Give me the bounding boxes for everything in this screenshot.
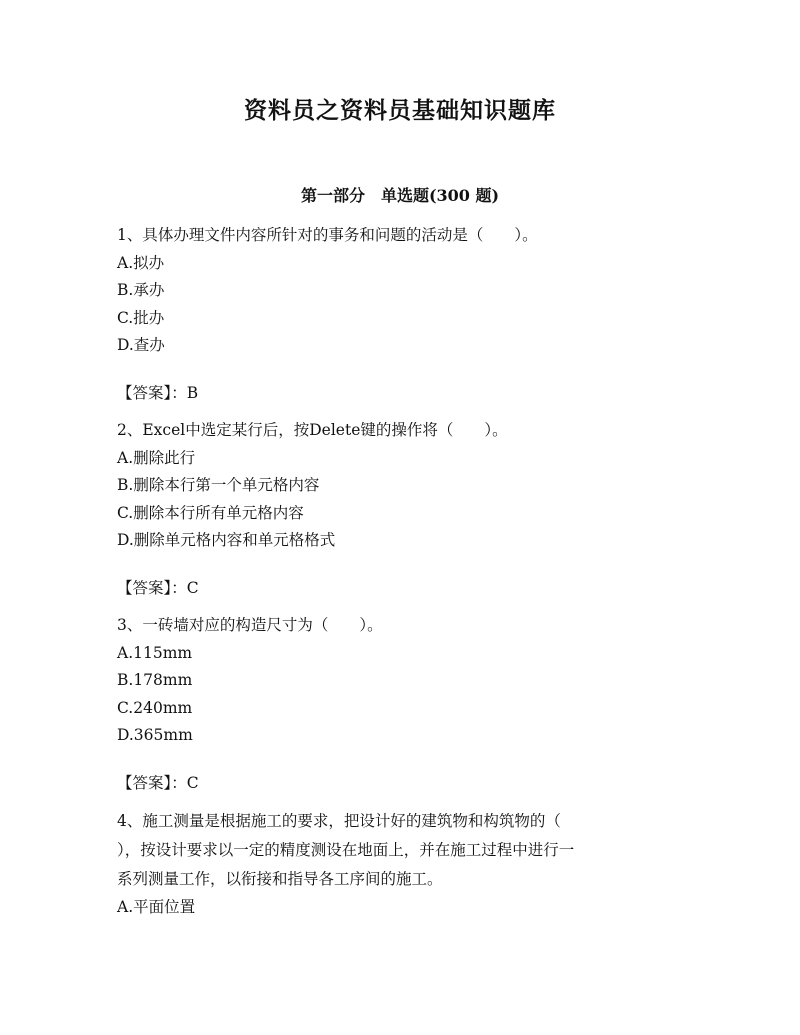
question-4 bbox=[117, 807, 677, 922]
option-d: D.删除单元格内容和单元格格式 bbox=[117, 531, 336, 549]
question-stem: 3、一砖墙对应的构造尺寸为（ ）。 bbox=[117, 616, 383, 634]
question-stem-line-3: 系列测量工作，以衔接和指导各工序间的施工。 bbox=[117, 870, 443, 888]
question-3 bbox=[117, 612, 677, 797]
question-stem-line-1: 4、施工测量是根据施工的要求，把设计好的建筑物和构筑物的（ bbox=[117, 812, 561, 830]
option-b: B.承办 bbox=[117, 281, 165, 299]
option-c: C.批办 bbox=[117, 308, 165, 327]
option-a: A.平面位置 bbox=[117, 898, 196, 916]
question-stem: 2、Excel中选定某行后，按Delete键的操作将（ ）。 bbox=[117, 421, 508, 439]
question-1 bbox=[117, 222, 677, 407]
question-list bbox=[117, 222, 677, 922]
option-a: A.115mm bbox=[117, 643, 193, 662]
option-c: C.240mm bbox=[117, 698, 193, 717]
question-stem-line-2: ），按设计要求以一定的精度测设在地面上，并在施工过程中进行一 bbox=[117, 841, 575, 859]
option-c: C.删除本行所有单元格内容 bbox=[117, 503, 304, 522]
option-d: D.365mm bbox=[117, 726, 193, 744]
answer-line: 【答案】：B bbox=[117, 383, 199, 402]
question-2 bbox=[117, 417, 677, 602]
option-a: A.删除此行 bbox=[117, 448, 196, 467]
option-b: B.删除本行第一个单元格内容 bbox=[117, 476, 320, 494]
option-b: B.178mm bbox=[117, 671, 193, 689]
document-title: 资料员之资料员基础知识题库 bbox=[244, 97, 556, 124]
question-stem: 1、具体办理文件内容所针对的事务和问题的活动是（ ）。 bbox=[117, 226, 538, 244]
section-title: 第一部分 单选题(300 题) bbox=[300, 186, 500, 205]
option-a: A.拟办 bbox=[117, 253, 165, 272]
option-d: D.查办 bbox=[117, 336, 165, 354]
answer-line: 【答案】：C bbox=[117, 578, 199, 597]
answer-line: 【答案】：C bbox=[117, 773, 199, 792]
